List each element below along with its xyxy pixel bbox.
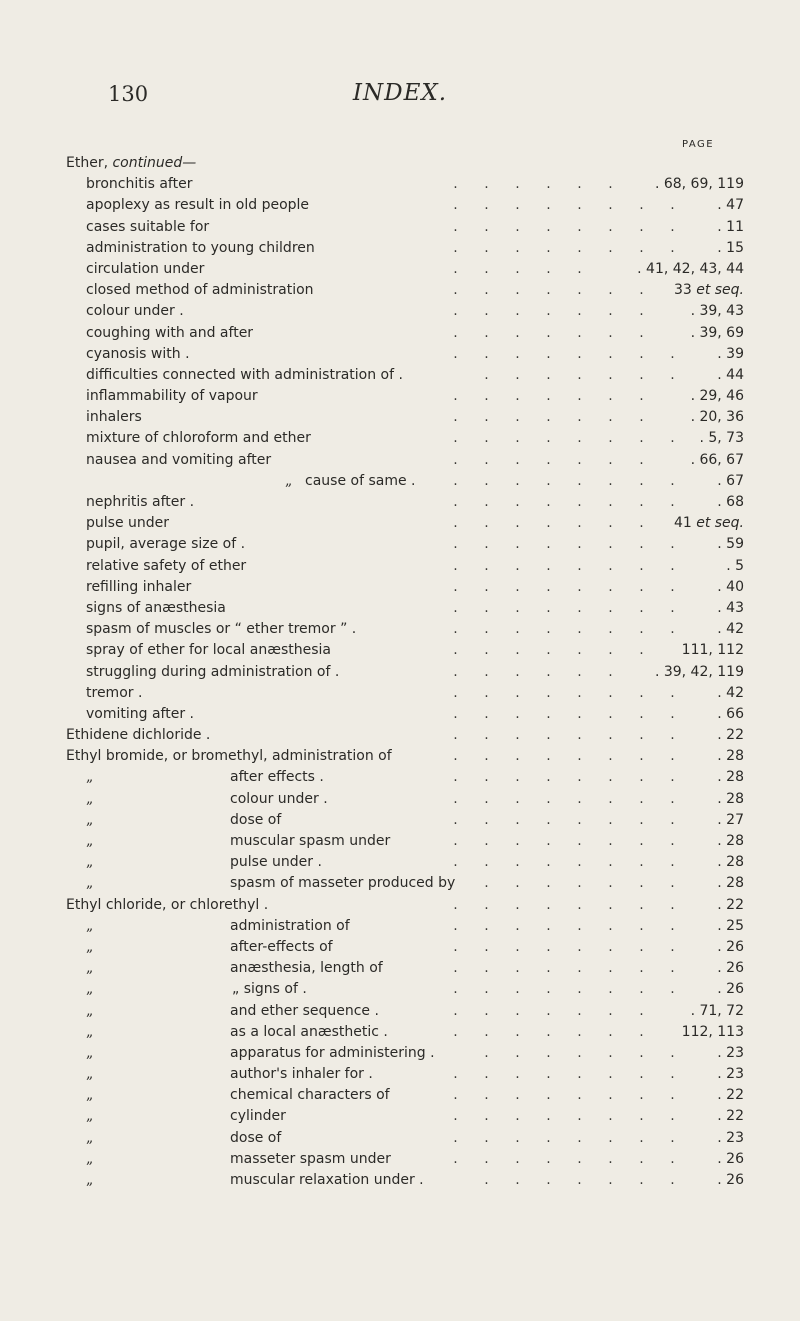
- entry-page-ref: . 28: [717, 790, 744, 807]
- leader-dots: . . . . . . . .: [453, 917, 675, 934]
- index-entry: [0, 979, 800, 1000]
- ditto-mark: „: [86, 875, 94, 892]
- leader-dots: . . . . .: [453, 260, 582, 277]
- entry-page-ref: . 66, 67: [690, 451, 744, 468]
- entry-label: spasm of masseter produced by: [230, 875, 456, 892]
- ditto-mark: „: [86, 938, 94, 955]
- index-entry: [0, 1149, 800, 1170]
- index-entry: [0, 534, 800, 555]
- entry-label: dose of: [230, 1129, 282, 1146]
- entry-page-ref: . 66: [717, 705, 744, 722]
- ditto-mark: „: [86, 1172, 94, 1188]
- entry-page-ref: . 11: [717, 218, 744, 235]
- index-entry: [0, 195, 800, 216]
- index-entry: [0, 280, 800, 301]
- entry-page-ref: . 20, 36: [690, 409, 744, 426]
- index-entry: [0, 153, 800, 174]
- entry-label: chemical characters of: [230, 1087, 390, 1104]
- entry-page-ref: . 59: [717, 536, 744, 553]
- index-entry: [0, 386, 800, 407]
- leader-dots: . . . . . . . .: [453, 239, 675, 256]
- leader-dots: . . . . . . .: [484, 1172, 675, 1188]
- entry-label: apparatus for administering .: [230, 1044, 435, 1061]
- entry-page-ref: . 22: [717, 896, 744, 913]
- index-entry: [0, 937, 800, 958]
- entry-label: „ signs of .: [232, 981, 307, 998]
- entry-label: spray of ether for local anæsthesia: [86, 642, 331, 659]
- ditto-mark: „: [86, 1023, 94, 1040]
- entry-page-ref: . 28: [717, 748, 744, 765]
- entry-page-ref: . 23: [717, 1044, 744, 1061]
- index-entry: [0, 831, 800, 852]
- entry-page-ref: . 5: [726, 557, 744, 574]
- index-entry: [0, 259, 800, 280]
- index-entry: [0, 895, 800, 916]
- index-entry: [0, 598, 800, 619]
- entry-page-ref: . 26: [717, 1150, 744, 1167]
- index-entry: [0, 916, 800, 937]
- ditto-mark: „: [86, 833, 94, 849]
- entry-label: spasm of muscles or “ ether tremor ” .: [86, 621, 357, 638]
- entry-page-ref: . 43: [717, 599, 744, 616]
- index-entries: [0, 153, 800, 1191]
- entry-label: difficulties connected with administration of .: [86, 366, 403, 383]
- entry-page-ref: . 26: [717, 981, 744, 998]
- entry-label: inhalers: [86, 409, 142, 426]
- index-entry: [0, 873, 800, 894]
- page-column-label: PAGE: [682, 139, 715, 150]
- entry-label: and ether sequence .: [230, 1002, 379, 1019]
- leader-dots: . . . . . . .: [453, 642, 644, 659]
- index-entry: [0, 789, 800, 810]
- index-entry: [0, 1022, 800, 1043]
- leader-dots: . . . . . . .: [453, 451, 644, 468]
- ditto-mark: „: [86, 790, 94, 807]
- leader-dots: . . . . . . . .: [453, 727, 675, 744]
- leader-dots: . . . . . . . .: [453, 854, 675, 871]
- entry-page-ref: . 22: [717, 1087, 744, 1104]
- ditto-mark: „: [86, 854, 94, 871]
- ditto-mark: „: [86, 1129, 94, 1146]
- entry-label: vomiting after .: [86, 705, 194, 722]
- entry-page-ref: . 26: [717, 1172, 744, 1188]
- leader-dots: . . . . . . . .: [453, 981, 675, 998]
- entry-label: Ethidene dichloride .: [66, 727, 211, 744]
- index-entry: [0, 301, 800, 322]
- index-entry: [0, 365, 800, 386]
- ditto-mark: „: [86, 769, 94, 786]
- index-entry: [0, 556, 800, 577]
- index-entry: [0, 810, 800, 831]
- entry-page-ref: . 28: [717, 769, 744, 786]
- leader-dots: . . . . . . . .: [453, 748, 675, 765]
- entry-page-ref: . 27: [717, 811, 744, 828]
- index-entry: [0, 1106, 800, 1127]
- entry-label: nausea and vomiting after: [86, 451, 272, 468]
- entry-label: cyanosis with .: [86, 345, 190, 362]
- entry-page-ref: . 25: [717, 917, 744, 934]
- index-entry: [0, 217, 800, 238]
- entry-label: Ether, continued—: [66, 155, 197, 171]
- entry-label: pulse under: [86, 515, 170, 532]
- leader-dots: . . . . . . . .: [453, 494, 675, 510]
- entry-page-ref: . 42: [717, 684, 744, 701]
- leader-dots: . . . . . . . .: [453, 1108, 675, 1125]
- index-entry: [0, 174, 800, 195]
- leader-dots: . . . . . . . .: [453, 790, 675, 807]
- entry-label: author's inhaler for .: [230, 1066, 373, 1083]
- entry-page-ref: . 15: [717, 239, 744, 256]
- entry-page-ref: . 28: [717, 833, 744, 849]
- entry-label: circulation under: [86, 260, 205, 277]
- entry-label: refilling inhaler: [86, 578, 192, 595]
- leader-dots: . . . . . . .: [453, 388, 644, 405]
- ditto-mark: „: [86, 960, 94, 977]
- entry-label: anæsthesia, length of: [230, 960, 383, 977]
- ditto-mark: „: [86, 981, 94, 998]
- leader-dots: . . . . . .: [453, 663, 613, 680]
- leader-dots: . . . . . . . .: [453, 218, 675, 235]
- leader-dots: . . . . . . . .: [453, 599, 675, 616]
- entry-page-ref: . 68: [717, 494, 744, 510]
- leader-dots: . . . . . . . .: [453, 684, 675, 701]
- index-entry: [0, 767, 800, 788]
- entry-label: cylinder: [230, 1108, 286, 1125]
- index-entry: [0, 662, 800, 683]
- entry-page-ref: . 28: [717, 854, 744, 871]
- entry-page-ref: . 42: [717, 621, 744, 638]
- leader-dots: . . . . . . .: [484, 366, 675, 383]
- index-entry: [0, 852, 800, 873]
- index-entry: [0, 471, 800, 492]
- entry-page-ref: . 26: [717, 960, 744, 977]
- entry-page-ref: 41 et seq.: [673, 515, 744, 532]
- entry-page-ref: . 23: [717, 1129, 744, 1146]
- index-entry: [0, 1064, 800, 1085]
- entry-label: Ethyl bromide, or bromethyl, administration of: [66, 748, 392, 765]
- ditto-mark: „: [86, 1066, 94, 1083]
- leader-dots: . . . . . . .: [484, 875, 675, 892]
- index-entry: [0, 1001, 800, 1022]
- index-entry: [0, 640, 800, 661]
- leader-dots: . . . . . . . .: [453, 1150, 675, 1167]
- entry-label: colour under .: [86, 303, 184, 320]
- entry-label: administration of: [230, 917, 350, 934]
- entry-page-ref: . 28: [717, 875, 744, 892]
- entry-page-ref: 33 et seq.: [673, 282, 744, 299]
- entry-page-ref: . 39, 43: [690, 303, 744, 320]
- index-entry: [0, 1170, 800, 1191]
- entry-page-ref: . 39: [717, 345, 744, 362]
- entry-page-ref: . 67: [717, 472, 744, 489]
- index-entry: [0, 619, 800, 640]
- page-header: [0, 76, 800, 116]
- entry-page-ref: . 40: [717, 578, 744, 595]
- entry-page-ref: 112, 113: [681, 1023, 744, 1040]
- index-entry: [0, 683, 800, 704]
- ditto-mark: „: [86, 917, 94, 934]
- ditto-mark: „: [86, 1108, 94, 1125]
- ditto-mark: „: [86, 1087, 94, 1104]
- leader-dots: . . . . . . . .: [453, 578, 675, 595]
- index-entry: [0, 238, 800, 259]
- entry-label: coughing with and after: [86, 324, 254, 341]
- leader-dots: . . . . . . . .: [453, 621, 675, 638]
- entry-label: mixture of chloroform and ether: [86, 430, 311, 447]
- entry-page-ref: . 22: [717, 727, 744, 744]
- leader-dots: . . . . . . .: [453, 1023, 644, 1040]
- leader-dots: . . . . . . . .: [453, 769, 675, 786]
- index-entry: [0, 725, 800, 746]
- entry-label: inflammability of vapour: [86, 388, 258, 405]
- index-entry: [0, 428, 800, 449]
- entry-label: masseter spasm under: [230, 1150, 391, 1167]
- ditto-mark: „: [285, 472, 293, 489]
- index-entry: [0, 577, 800, 598]
- index-entry: [0, 958, 800, 979]
- page-number: 130: [108, 82, 149, 106]
- leader-dots: . . . . . . .: [453, 1002, 644, 1019]
- leader-dots: . . . . . . .: [453, 515, 644, 532]
- entry-page-ref: . 44: [717, 366, 744, 383]
- entry-label: as a local anæsthetic .: [230, 1023, 388, 1040]
- index-entry: [0, 1128, 800, 1149]
- entry-label: muscular spasm under: [230, 833, 391, 849]
- entry-label: colour under .: [230, 790, 328, 807]
- leader-dots: . . . . . . . .: [453, 557, 675, 574]
- index-entry: [0, 323, 800, 344]
- leader-dots: . . . . . . . .: [453, 197, 675, 214]
- leader-dots: . . . . . . . .: [453, 960, 675, 977]
- entry-label: Ethyl chloride, or chlorethyl .: [66, 896, 269, 913]
- index-entry: [0, 450, 800, 471]
- entry-page-ref: 111, 112: [681, 642, 744, 659]
- leader-dots: . . . . . . . .: [453, 811, 675, 828]
- entry-label: muscular relaxation under .: [230, 1172, 424, 1188]
- ditto-mark: „: [86, 1002, 94, 1019]
- entry-label: after-effects of: [230, 938, 333, 955]
- entry-page-ref: . 41, 42, 43, 44: [637, 260, 744, 277]
- entry-page-ref: . 5, 73: [699, 430, 744, 447]
- leader-dots: . . . . . . . .: [453, 472, 675, 489]
- leader-dots: . . . . . . .: [453, 282, 644, 299]
- entry-label: pupil, average size of .: [86, 536, 246, 553]
- entry-page-ref: . 39, 42, 119: [654, 663, 744, 680]
- entry-label: cases suitable for: [86, 218, 210, 235]
- entry-label: struggling during administration of .: [86, 663, 340, 680]
- entry-label: administration to young children: [86, 239, 315, 256]
- entry-continued-label: continued—: [112, 155, 197, 171]
- leader-dots: . . . . . . . .: [453, 705, 675, 722]
- entry-label: closed method of administration: [86, 282, 314, 299]
- leader-dots: . . . . . . . .: [453, 536, 675, 553]
- entry-label: cause of same .: [305, 472, 416, 489]
- index-entry: [0, 513, 800, 534]
- entry-label: tremor .: [86, 684, 143, 701]
- leader-dots: . . . . . . . .: [453, 430, 675, 447]
- entry-label: bronchitis after: [86, 176, 193, 193]
- entry-label: relative safety of ether: [86, 557, 247, 574]
- entry-page-ref: . 68, 69, 119: [654, 176, 744, 193]
- index-entry: [0, 492, 800, 513]
- leader-dots: . . . . . . .: [453, 303, 644, 320]
- leader-dots: . . . . . .: [453, 176, 613, 193]
- page-title: INDEX.: [352, 80, 448, 106]
- entry-page-ref: . 23: [717, 1066, 744, 1083]
- entry-page-ref: . 71, 72: [690, 1002, 744, 1019]
- entry-label: apoplexy as result in old people: [86, 197, 310, 214]
- entry-label: dose of: [230, 811, 282, 828]
- entry-page-ref: . 47: [717, 197, 744, 214]
- entry-page-ref: . 22: [717, 1108, 744, 1125]
- entry-page-ref: . 26: [717, 938, 744, 955]
- ditto-mark: „: [86, 811, 94, 828]
- entry-page-ref: . 39, 69: [690, 324, 744, 341]
- entry-label: pulse under .: [230, 854, 322, 871]
- index-entry: [0, 704, 800, 725]
- ditto-mark: „: [86, 1044, 94, 1061]
- entry-label: nephritis after .: [86, 494, 195, 510]
- entry-label: after effects .: [230, 769, 324, 786]
- ditto-mark: „: [86, 1150, 94, 1167]
- leader-dots: . . . . . . . .: [453, 938, 675, 955]
- leader-dots: . . . . . . . .: [453, 1087, 675, 1104]
- index-entry: [0, 407, 800, 428]
- leader-dots: . . . . . . . .: [453, 833, 675, 849]
- leader-dots: . . . . . . . .: [453, 896, 675, 913]
- entry-page-ref: . 29, 46: [690, 388, 744, 405]
- index-entry: [0, 746, 800, 767]
- entry-label: signs of anæsthesia: [86, 599, 226, 616]
- leader-dots: . . . . . . .: [484, 1044, 675, 1061]
- leader-dots: . . . . . . . .: [453, 1129, 675, 1146]
- leader-dots: . . . . . . .: [453, 324, 644, 341]
- index-entry: [0, 1043, 800, 1064]
- leader-dots: . . . . . . . .: [453, 345, 675, 362]
- index-entry: [0, 1085, 800, 1106]
- index-entry: [0, 344, 800, 365]
- leader-dots: . . . . . . .: [453, 409, 644, 426]
- leader-dots: . . . . . . . .: [453, 1066, 675, 1083]
